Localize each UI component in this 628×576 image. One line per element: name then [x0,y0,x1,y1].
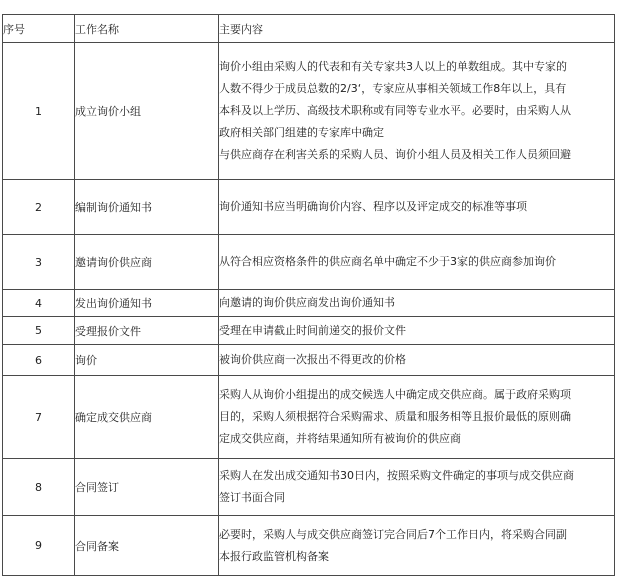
content-line: 与供应商存在利害关系的采购人员、询价小组人员及相关工作人员须回避 [219,148,571,161]
row-task-name: 受理报价文件 [75,317,219,345]
row-content [219,345,615,376]
content-line: 签订书面合同 [219,491,285,504]
table-row [3,317,615,345]
content-line: 采购人从询价小组提出的成交候选人中确定成交供应商。属于政府采购项 [219,388,571,401]
table-header-row [3,15,615,43]
content-line: 本报行政监管机构备案 [219,549,329,563]
content-line: 采购人在发出成交通知书30日内，按照采购文件确定的事项与成交供应商 [219,469,574,482]
row-content [219,235,615,290]
content-line: 政府相关部门组建的专家库中确定 [219,126,384,139]
row-content [219,180,615,235]
column-header-name: 工作名称 [75,15,219,43]
row-task-name: 合同备案 [75,516,219,576]
content-line: 被询价供应商一次报出不得更改的价格 [219,353,406,366]
row-number: 1 [3,43,75,180]
row-number: 7 [3,376,75,459]
content-line: 人数不得少于成员总数的2/3‘，专家应从事相关领域工作8年以上，具有 [219,82,567,95]
row-number: 5 [3,317,75,345]
row-content [219,290,615,317]
table-row [3,516,615,576]
column-header-content: 主要内容 [219,15,615,43]
row-number: 4 [3,290,75,317]
content-line: 本科及以上学历、高级技术职称或有同等专业水平。必要时，由采购人从 [219,104,571,117]
row-task-name: 编制询价通知书 [75,180,219,235]
row-number: 2 [3,180,75,235]
table-row [3,180,615,235]
table-row [3,235,615,290]
row-task-name: 邀请询价供应商 [75,235,219,290]
row-content [219,376,615,459]
content-line: 必要时，采购人与成交供应商签订完合同后7个工作日内，将采购合同副 [219,527,567,541]
content-line: 询价小组由采购人的代表和有关专家共3人以上的单数组成。其中专家的 [219,60,567,73]
content-line: 定成交供应商，并将结果通知所有被询价的供应商 [219,432,461,445]
procedure-table [2,14,615,576]
row-task-name: 确定成交供应商 [75,376,219,459]
content-line: 向邀请的询价供应商发出询价通知书 [219,296,395,309]
table-row [3,345,615,376]
row-content [219,43,615,180]
row-number: 8 [3,459,75,516]
row-number: 9 [3,516,75,576]
content-line: 目的，采购人须根据符合采购需求、质量和服务相等且报价最低的原则确 [219,410,571,423]
row-content [219,317,615,345]
row-number: 6 [3,345,75,376]
row-content [219,459,615,516]
table-row [3,43,615,180]
table-row [3,290,615,317]
row-task-name: 询价 [75,345,219,376]
column-header-no: 序号 [3,15,75,43]
row-content [219,516,615,576]
row-task-name: 成立询价小组 [75,43,219,180]
row-task-name: 发出询价通知书 [75,290,219,317]
content-line: 受理在申请截止时间前递交的报价文件 [219,323,406,337]
table-row [3,376,615,459]
row-task-name: 合同签订 [75,459,219,516]
row-number: 3 [3,235,75,290]
table-row [3,459,615,516]
content-line: 从符合相应资格条件的供应商名单中确定不少于3家的供应商参加询价 [219,255,556,268]
content-line: 询价通知书应当明确询价内容、程序以及评定成交的标准等事项 [219,200,527,213]
